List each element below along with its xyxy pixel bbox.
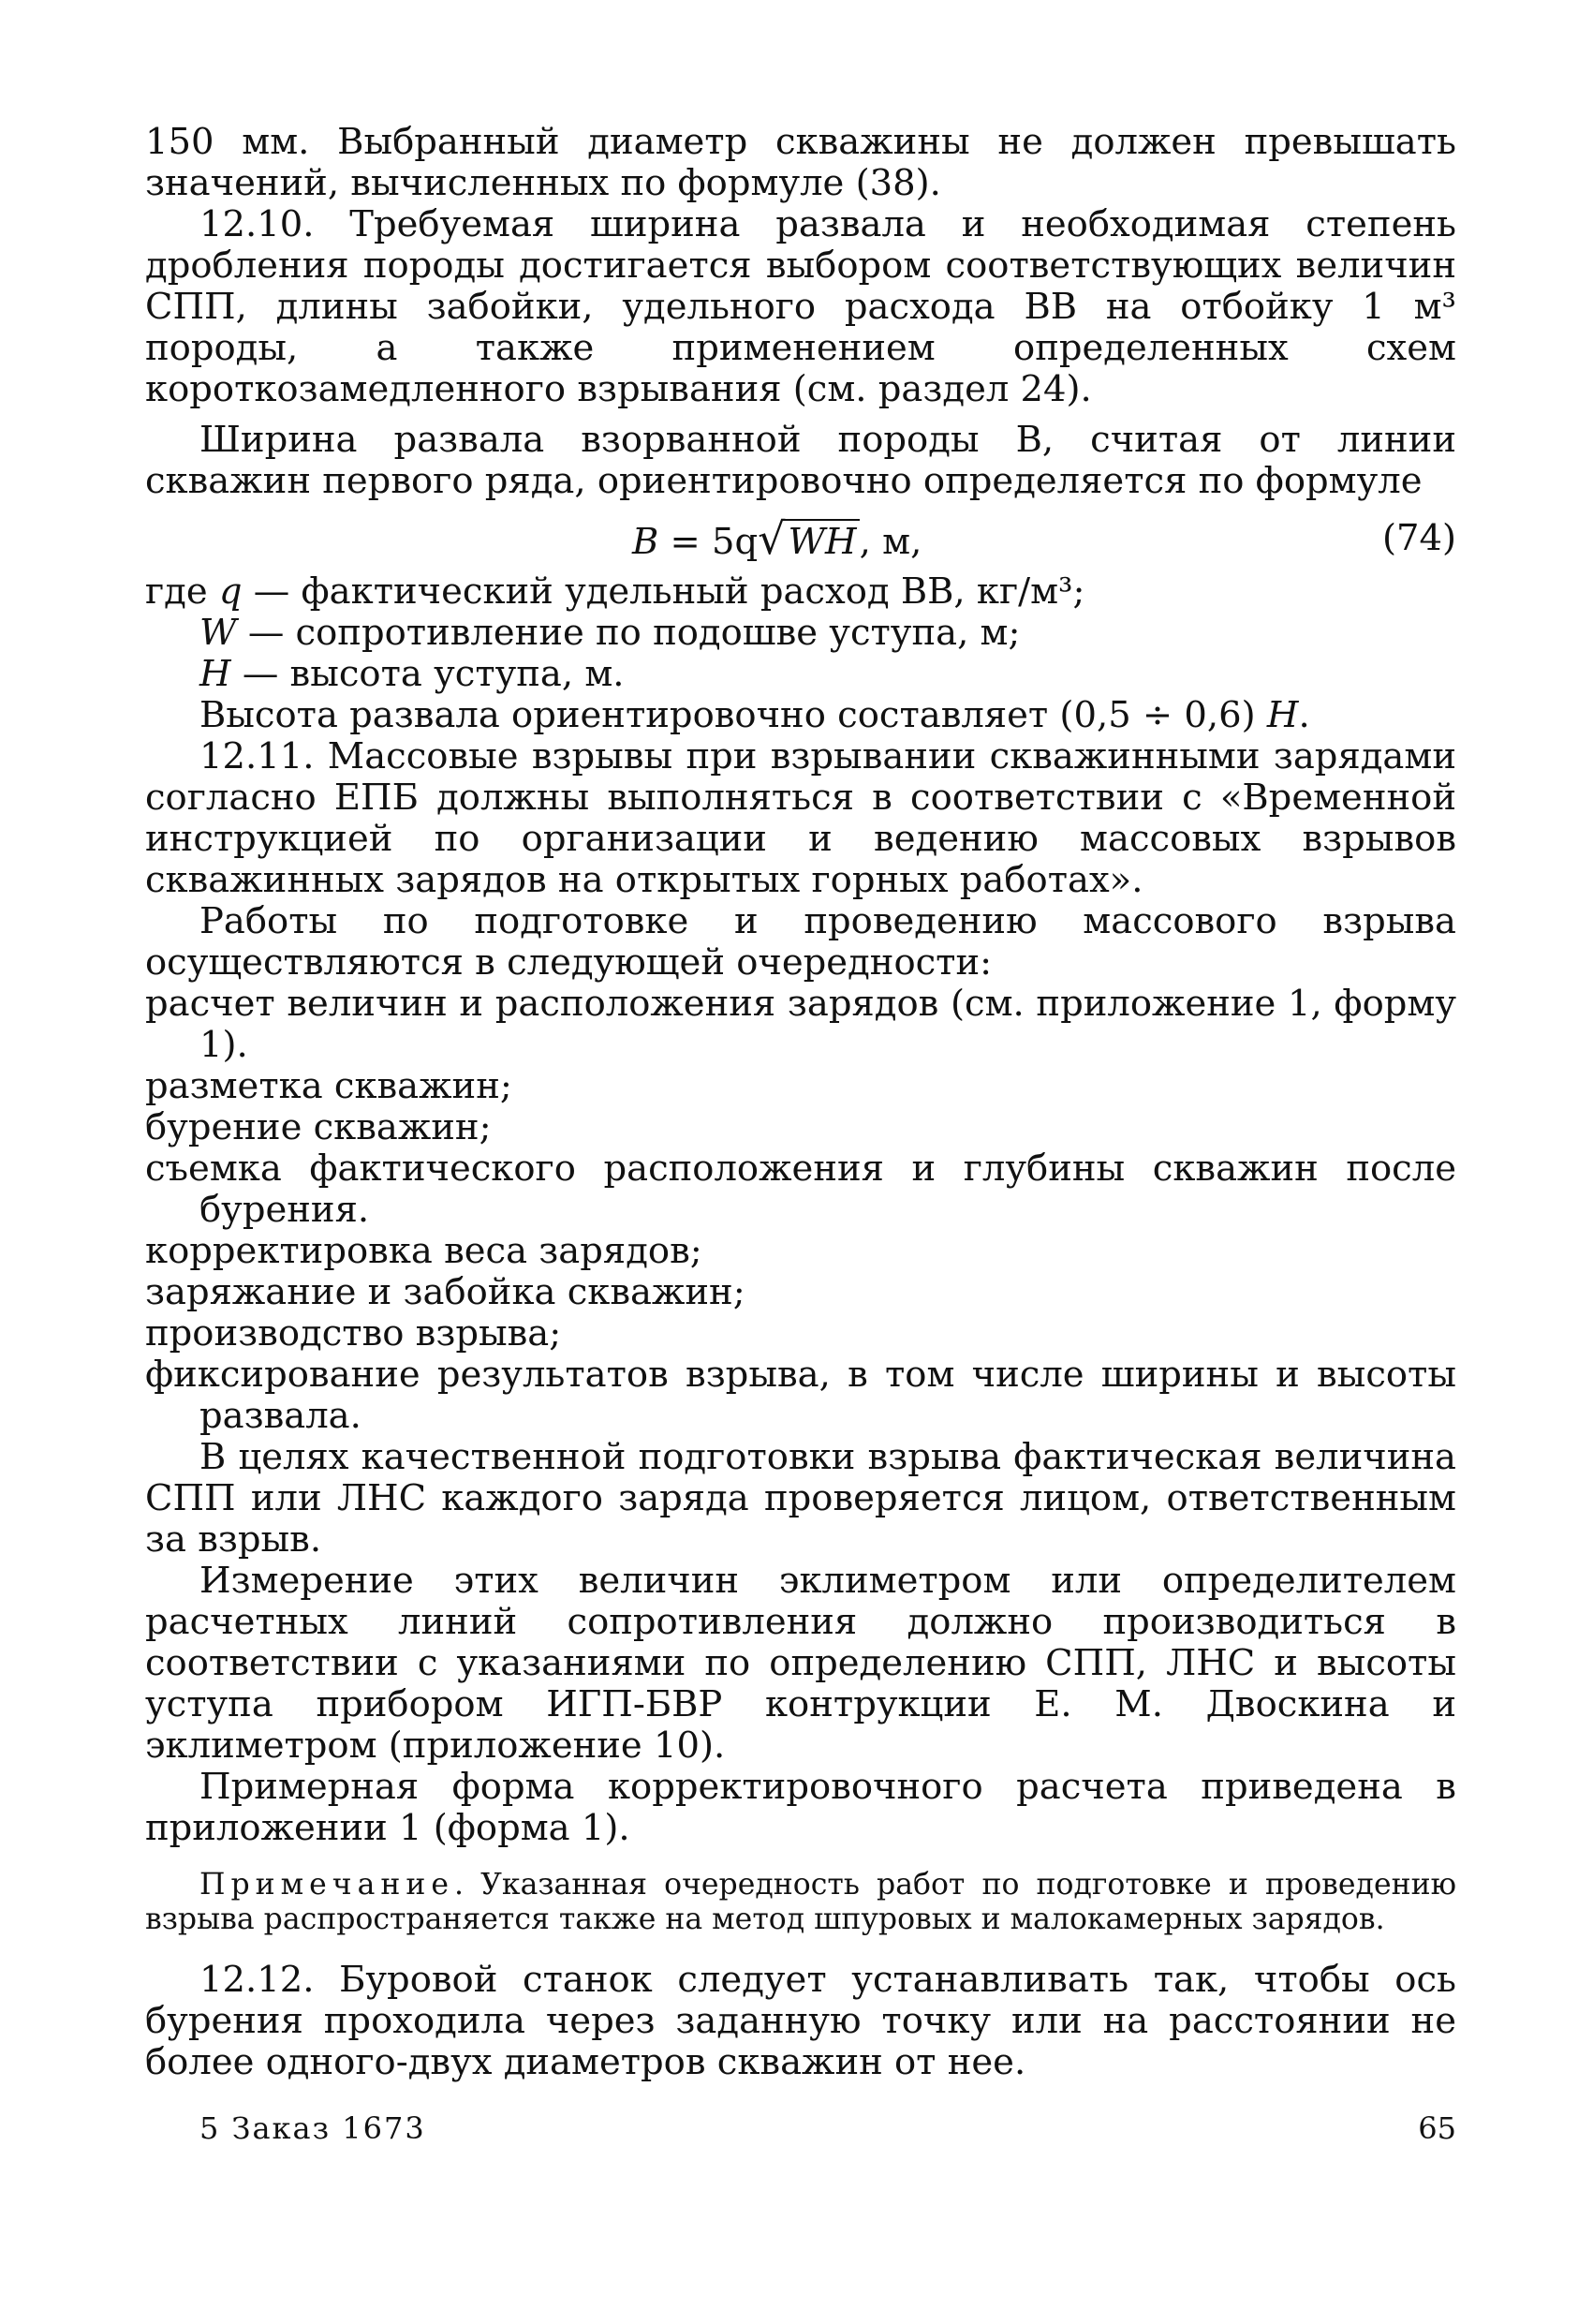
paragraph-width-formula-intro: Ширина развала взорванной породы B, считая от линии скважин первого ряда, ориентировочно определяется по формуле	[145, 419, 1456, 502]
paragraph-continuation: 150 мм. Выбранный диаметр скважины не должен превышать значений, вычисленных по формуле (38).	[145, 121, 1456, 204]
definition-w: W — сопротивление по подошве уступа, м;	[199, 612, 1021, 654]
formula-lhs: B	[632, 521, 659, 563]
paragraph-sample-form: Примерная форма корректировочного расчета приведена в приложении 1 (форма 1).	[145, 1766, 1456, 1849]
definition-q: где q — фактический удельный расход ВВ, кг/м³;	[145, 570, 1085, 613]
note-text: Примечание. Указанная очередность работ по подготовке и проведению взрыва распространяется также на метод шпуровых и малокамерных зарядов.	[145, 1868, 1456, 1936]
definition-h: H — высота уступа, м.	[199, 653, 625, 695]
text-column	[145, 122, 1456, 2083]
page-number: 65	[1418, 2110, 1456, 2146]
list-item: бурение скважин;	[145, 1106, 492, 1148]
paragraph-height: Высота развала ориентировочно составляет (0,5 ÷ 0,6) H.	[199, 694, 1310, 736]
list-item: фиксирование результатов взрыва, в том числе ширины и высоты развала.	[145, 1354, 1456, 1437]
formula-expression	[632, 510, 922, 571]
formula-radicand: WH	[785, 519, 859, 563]
formula-number: (74)	[1381, 517, 1456, 559]
note-block	[145, 1868, 1456, 1937]
paragraph-work-order: Работы по подготовке и проведению массового взрыва осуществляются в следующей очередности:	[145, 900, 1456, 984]
formula-74	[145, 510, 1456, 568]
note-label: Примечание	[199, 1868, 455, 1902]
paragraph-12-11: 12.11. Массовые взрывы при взрывании скважинными зарядами согласно ЕПБ должны выполняться в соответствии с «Временной инструкцией по организации и ведению массовых взрывов скважинных зарядов на открытых горных работах».	[145, 735, 1456, 901]
list-item: расчет величин и расположения зарядов (см. приложение 1, форму 1).	[145, 983, 1456, 1066]
list-item: съемка фактического расположения и глубины скважин после бурения.	[145, 1147, 1456, 1231]
list-item: корректировка веса зарядов;	[145, 1230, 702, 1272]
formula-unit: , м,	[859, 521, 922, 563]
list-item: производство взрыва;	[145, 1312, 562, 1354]
paragraph-12-12: 12.12. Буровой станок следует устанавливать так, чтобы ось бурения проходила через заданную точку или на расстоянии не более одного-двух диаметров скважин от нее.	[145, 1959, 1456, 2083]
list-item: разметка скважин;	[145, 1065, 512, 1107]
formula-coefficient: = 5q	[658, 521, 759, 563]
list-item: заряжание и забойка скважин;	[145, 1271, 745, 1313]
radical-sign: √	[758, 513, 786, 564]
paragraph-quality-check: В целях качественной подготовки взрыва фактическая величина СПП или ЛНС каждого заряда проверяется лицом, ответственным за взрыв.	[145, 1436, 1456, 1561]
paragraph-12-10: 12.10. Требуемая ширина развала и необходимая степень дробления породы достигается выбором соответствующих величин СПП, длины забойки, удельного расхода ВВ на отбойку 1 м³ породы, а также применением определенных схем короткозамедленного взрывания (см. раздел 24).	[145, 203, 1456, 410]
paragraph-measurement: Измерение этих величин эклиметром или определителем расчетных линий сопротивления должно производиться в соответствии с указаниями по определению СПП, ЛНС и высоты уступа прибором ИГП-БВР контрукции Е. М. Двоскина и эклиметром (приложение 10).	[145, 1560, 1456, 1767]
printer-signature: 5 Заказ 1673	[199, 2110, 426, 2146]
